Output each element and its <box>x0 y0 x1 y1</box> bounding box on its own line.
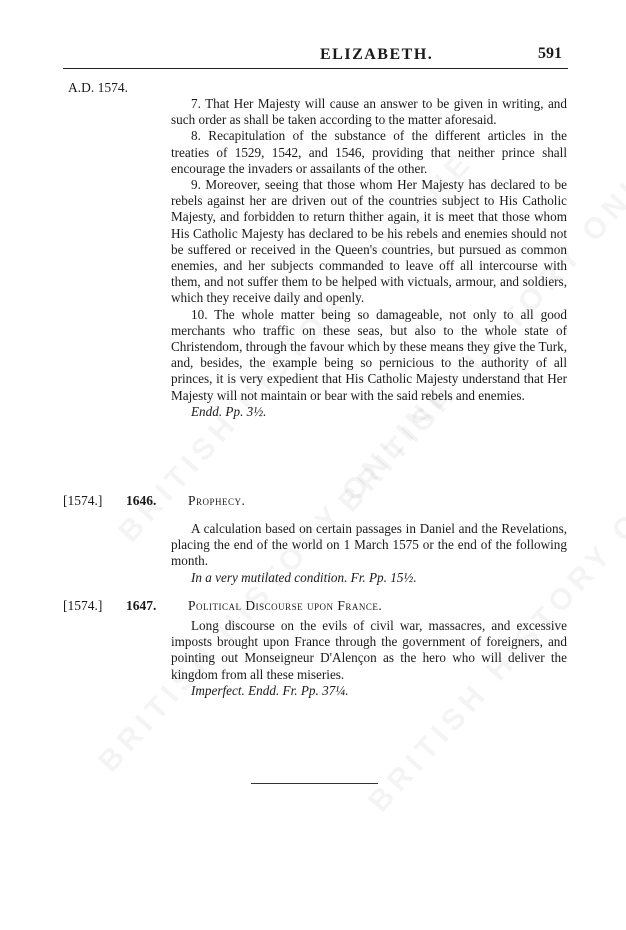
entry-body <box>171 521 567 586</box>
page-number: 591 <box>538 45 562 62</box>
year-margin-label: A.D. 1574. <box>68 80 128 95</box>
article-paragraph: 9. Moreover, seeing that those whom Her Majesty has declared to be rebels against her are driven out of the countries subject to His Catholic Majesty, and forbidden to return thither again, it is meet that those whom His Catholic Majesty has declared to be his rebels and enemies should not be suffered or received in the Queen's countries, but pursued as common enemies, and her subjects commanded to leave off all intercourse with them, and not suffer them to be helped with victuals, armour, and soldiers, which they receive daily and openly. <box>171 177 567 306</box>
entry-note: In a very mutilated condition. Fr. Pp. 15½. <box>191 569 417 585</box>
entry-date: [1574.] <box>63 493 103 508</box>
article-paragraph: 10. The whole matter being so damageable, not only to all good merchants who traffic on these seas, but also to the whole state of Christendom, through the favour which by these means they give the Turk, and, besides, the example being so pernicious to the authority of all princes, it is very expedient that His Catholic Majesty understand that Her Majesty will not maintain or bear with the said rebels and enemies. <box>171 306 567 403</box>
entry-date: [1574.] <box>63 598 103 613</box>
endorsement-note: Endd. Pp. 3½. <box>191 403 267 419</box>
footer-rule <box>251 783 378 784</box>
entry-body <box>171 618 567 699</box>
entry-note: Imperfect. Endd. Fr. Pp. 37¼. <box>191 682 349 698</box>
entry-heading <box>63 493 568 511</box>
entry-summary: Long discourse on the evils of civil war, massacres, and excessive imposts brought upon France through the government of foreigners, and pointing out Monseigneur D'Alençon as the hero who will deliver the kingdom from all these miseries. <box>171 618 567 682</box>
header-rule <box>63 68 568 69</box>
entry-summary: A calculation based on certain passages in Daniel and the Revelations, placing the end of the world on 1 March 1575 or the end of the following month. <box>171 521 567 569</box>
continued-articles <box>171 96 567 420</box>
entry-title: Prophecy. <box>188 493 246 508</box>
article-paragraph: 7. That Her Majesty will cause an answer to be given in writing, and such order as shall be taken according to the matter aforesaid. <box>171 96 567 128</box>
watermark <box>362 415 626 819</box>
entry-number: 1647. <box>126 598 157 613</box>
article-paragraph: 8. Recapitulation of the substance of the different articles in the treaties of 1529, 1542, and 1546, providing that neither prince shall encourage the invaders or assailants of the other. <box>171 128 567 176</box>
entry-title: Political Discourse upon France. <box>188 598 383 613</box>
entry-heading <box>63 598 568 616</box>
running-title: ELIZABETH. <box>320 46 434 63</box>
entry-number: 1646. <box>126 493 157 508</box>
